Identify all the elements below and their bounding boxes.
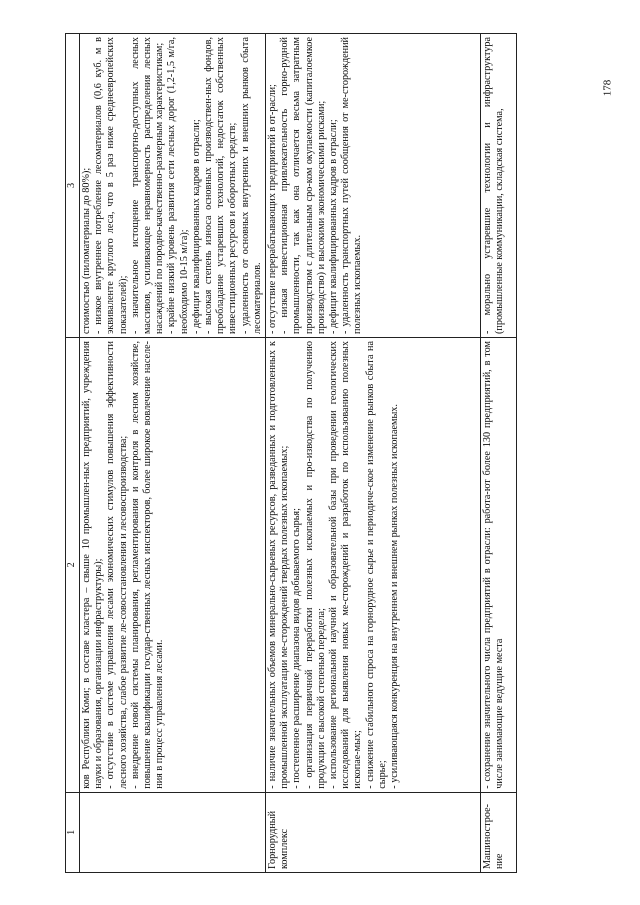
- factors-cell: [80, 338, 266, 793]
- list-item: ков Республики Коми; в составе кластера – свыше 10 промышлен-ных предприятий, учреждения науки и образования, организации инфраструктуры);: [81, 341, 105, 789]
- factors-cell: [266, 338, 481, 793]
- list-item: - снижение стабильного спроса на горнорудное сырье и периодиче-ское изменение рынков сбыта на сырье;: [364, 341, 388, 789]
- list-item: стоимостью (пиломатериалы до 80%);: [81, 167, 92, 334]
- table-row: [481, 34, 517, 873]
- row-label: Горнорудный комплекс: [266, 792, 481, 872]
- header-row: [66, 34, 80, 873]
- list-item: - внедрение новой системы планирования, регламентирования и контроля в лесном хозяйстве, повышение квалификации государ-ственных лесных инспекторов, более широкое вовлечение населе-ния в процесс управления лесами.: [129, 341, 166, 789]
- row-label: Машинострое-ние: [481, 792, 517, 872]
- factors-cell: [481, 338, 517, 793]
- header-cell-3: 3: [66, 34, 80, 338]
- list-item: - постепенное расширение диапазона видов добываемого сырья;: [291, 508, 303, 789]
- list-item: - низкая инвестиционная привлекательность горно-рудной промышленности, так как она отличается весьма затратным производством с длительным сро-ком окупаемости (капиталоемкое производство) и высокими экономическими рисками;: [279, 37, 327, 334]
- list-item: - наличие значительных объемов минерально-сырьевых ресурсов, разведанных и подготовленных к промышленной эксплуатации ме-сторождений твердых полезных ископаемых;: [267, 341, 291, 789]
- list-item: - усиливающаяся конкуренция на внутреннем и внешнем рынках полезных ископаемых.: [389, 404, 401, 789]
- table-row: [80, 34, 266, 873]
- swot-table: [65, 33, 517, 873]
- row-label: [80, 792, 266, 872]
- header-cell-2: 2: [66, 338, 80, 793]
- list-item: - отсутствие в системе управления лесами экономических стимулов повышения эффективности лесного хозяйства, слабое развитие ле-совосстановления и лесовоспроизводства;: [105, 341, 129, 789]
- weaknesses-cell: [266, 34, 481, 338]
- list-item: - использование региональной научной и образовательной базы при проведении геологических исследований для выявления новых ме-сторождений и разработок по использованию полезных ископае-мых;: [328, 341, 364, 789]
- table-row: [266, 34, 481, 873]
- list-item: - сохранение значительного числа предприятий в отрасли: работа-ют более 130 предприятий, в том числе занимающие ведущие места: [482, 341, 506, 789]
- list-item: - крайне низкий уровень развития сети лесных дорог (1,2-1,5 м/га, необходимо 10-15 м/га);: [166, 37, 190, 334]
- page-number: 178: [601, 79, 614, 97]
- list-item: - организация первичной переработки полезных ископаемых и про-изводства по получению продукции с высокой степенью передела;: [303, 341, 327, 789]
- list-item: - значительное истощение транспортно-доступных лесных массивов, усиливающее неравномерность распределения лесных насаждений по породно-качественно-размерным характеристикам;: [129, 37, 166, 334]
- list-item: - дефицит квалифицированных кадров в отрасли;: [190, 119, 202, 334]
- list-item: - отсутствие перерабатывающих предприятий в от-расли;: [267, 84, 279, 334]
- weaknesses-cell: [481, 34, 517, 338]
- list-item: - высокая степень износа основных производствен-ных фондов, преобладание устаревших технологий, недостаток собственных инвестиционных ресурсов и оборотных средств;: [203, 37, 239, 334]
- list-item: - морально устаревшие технологии и инфраструктура (промышленные коммуникации, складская система,: [482, 37, 506, 334]
- list-item: - удаленность транспортных путей сообщения от ме-сторождений полезных ископаемых.: [340, 37, 364, 334]
- weaknesses-cell: [80, 34, 266, 338]
- list-item: - дефицит квалифицированных кадров в отрасли;: [328, 119, 340, 334]
- list-item: - низкое внутреннее потребление лесоматериалов (0,6 куб. м в эквиваленте круглого леса, что в 5 раз ниже среднеевропейских показателей);: [93, 37, 129, 334]
- rotated-table-container: [65, 33, 575, 873]
- header-cell-1: 1: [66, 792, 80, 872]
- list-item: - удаленность от основных внутренних и внешних рынков сбыта лесоматериалов.: [239, 37, 263, 334]
